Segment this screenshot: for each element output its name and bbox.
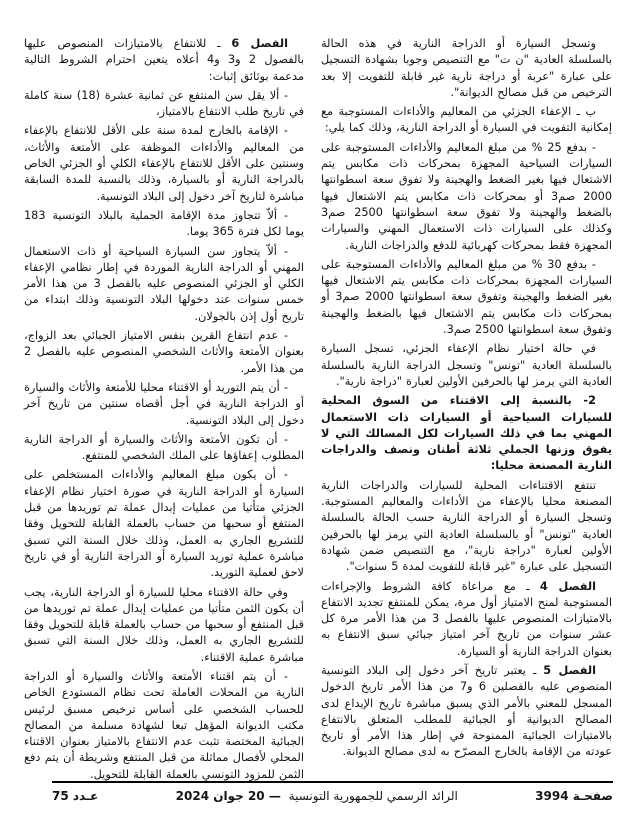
paragraph <box>24 380 304 429</box>
paragraph <box>24 208 304 241</box>
paragraph-text: - أن يكون مبلغ المعاليم والأداءات المستخلص على السيارة أو الدراجة النارية في صورة اختيار نظام الإعفاء الجزئي متأتيا من عمليات إبدال عملة تم توريدها من قبل المنتفع أو سحبها من حساب بالعملة القابلة للتحويل وفقا للتشريع الجاري به العمل، وذلك خلال السنة التي تسبق مباشرة عملية توريد السيارة أو الدراجة النارية أو في تاريخ لاحق لعملية التوريد. <box>24 468 304 580</box>
paragraph-text: - ألاّ يتجاوز سن السيارة السياحية أو ذات الاستعمال المهني أو الدراجة النارية الموردة في إطار نظامي الإعفاء الكلي أو الجزئي المنصوص عليه بالفصل 3 من هذا الأمر خمس سنوات عند دخولها البلاد التونسية وذلك ابتداء من تاريخ أول إذن بالجولان. <box>24 244 304 323</box>
paragraph <box>24 244 304 325</box>
paragraph-text: - أن يتم التوريد أو الاقتناء محليا للأمتعة والأثاث والسيارة أو الدراجة النارية في أجل أقصاه سنتين من تاريخ آخر دخول إلى البلاد التونسية. <box>24 380 304 427</box>
page-footer <box>52 781 613 803</box>
journal-title: الرائد الرسمي للجمهورية التونسية <box>288 789 458 803</box>
paragraph <box>24 432 304 465</box>
paragraph-text: 2- بالنسبة إلى الاقتناء من السوق المحلية للسيارات السياحية أو السيارات ذات الاستعمال المهني بما في ذلك السيارات لكل المسالك التي لا يفوق وزنها الجملي ثلاثة أطنان ونصف والدراجات النارية المصنعة محليا: <box>321 394 612 473</box>
section-heading <box>321 393 612 474</box>
paragraph <box>24 669 304 783</box>
paragraph-text: وفي حالة الاقتناء محليا للسيارة أو الدراجة النارية، يجب أن يكون الثمن متأتيا من عمليات إبدال عملة تم توريدها من قبل المنتفع أو سحبها من حساب بالعملة قابلة للتحويل وفقا للتشريع الجاري به العمل، وذلك خلال السنة التي تسبق مباشرة عملية الاقتناء. <box>24 585 304 664</box>
paragraph-text: ـ للانتفاع بالامتيازات المنصوص عليها بالفصول 2 و3 و4 أعلاه يتعين احترام الشروط التالية مدعمة بوثائق إثبات: <box>24 37 304 83</box>
paragraph <box>321 257 612 338</box>
paragraph-text: تنتفع الاقتناءات المحلية للسيارات والدراجات النارية المصنعة محليا بالإعفاء من الأداءات والمعاليم المستوجبة. وتسجل السيارة أو الدراجة النارية حسب الحالة بالسلسلة العادية "تونس" أو بالسلسلة العادية التي يرمز لها بالحرفين الأولين لعبارة "دراجة نارية"، مع التنصيص ضمن شهادة التسجيل على عبارة "غير قابلة للتفويت لمدة 5 سنوات". <box>321 478 612 574</box>
paragraph-text: - بدفع 30 % من مبلغ المعاليم والأداءات المستوجبة على السيارات المجهزة بمحركات ذات مكابس يتم الاشتعال فيها بغير الضغط والهجينة وتفوق سعة اسطوانتها 2000 صم3 أو بمحركات ذات مكابس يتم الاشتعال فيها بالضغط والهجينة وتفوق سعة اسطوانتها 2500 صم3. <box>321 257 612 337</box>
issue-date: — 20 جوان 2024 <box>175 789 281 803</box>
paragraph-text: - أن تكون الأمتعة والأثاث والسيارة أو الدراجة النارية المطلوب إعفاؤها على الملك الشخصي للمنتفع. <box>24 432 304 463</box>
paragraph <box>321 341 612 390</box>
paragraph-text: - ألا يقل سن المنتفع عن ثمانية عشرة (18) سنة كاملة في تاريخ طلب الانتفاع بالامتياز، <box>24 88 304 119</box>
paragraph <box>24 328 304 377</box>
paragraph-text: في حالة اختيار نظام الإعفاء الجزئي، تسجل السيارة بالسلسلة العادية "تونس" وتسجل الدراجة النارية بالسلسلة العادية التي يرمز لها بالحرفين الأولين لعبارة "دراجة نارية". <box>321 342 612 388</box>
column-right <box>321 36 612 764</box>
paragraph <box>321 36 612 101</box>
paragraph-text: ب ـ الإعفاء الجزئي من المعاليم والأداءات المستوجبة مع إمكانية التفويت في السيارة أو الدراجة النارية، وذلك كما يلي: <box>321 105 612 135</box>
paragraph-text: - أن يتم اقتناء الأمتعة والأثاث والسيارة أو الدراجة النارية من المحلات العاملة تحت نظام المستودع الخاص للحساب الشخصي على أساس ترخيص مسبق لرئيس مكتب الديوانة المؤهل تبعا لشهادة مسلمة من المصالح الجبائية المختصة تثبت عدم الانتفاع بالامتياز بعنوان الاقتناء المحلي لأفصال مماثلة من قبل المنتفع وشريطة أن يتم دفع الثمن للمزود التونسي بالعملة القابلة للتحويل. <box>24 669 304 781</box>
paragraph <box>321 140 612 254</box>
paragraph-text: ـ يعتبر تاريخ آخر دخول إلى البلاد التونسية المنصوص عليه بالفصلين 6 و7 من هذا الأمر تاريخ الدخول المسجل للمعني بالأمر الذي يسبق مباشرة تاريخ الإيداع لدى المصالح الديوانية أو الجبائية للمطلب المتعلق بالانتفاع بالامتيازات الجبائية الممنوحة في إطار هذا الأمر أو تاريخ عودته من الإقامة بالخارج المصرّح به لدى مصالح الديوانة. <box>321 663 613 759</box>
paragraph <box>24 467 304 581</box>
paragraph <box>24 123 304 204</box>
journal-masthead <box>174 789 460 803</box>
paragraph-text: - ألاّ تتجاوز مدة الإقامة الجملية بالبلاد التونسية 183 يوما لكل فترة 365 يوما. <box>24 208 304 239</box>
paragraph-text: - بدفع 25 % من مبلغ المعاليم والأداءات المستوجبة على السيارات السياحية المجهزة بمحركات ذات مكابس يتم الاشتعال فيها بغير الضغط والهجينة ولا تفوق سعة اسطوانتها 2000 صم3 أو بمحركات ذات مكابس يتم الاشتعال فيها بالضغط والهجينة ولا تفوق سعة اسطوانتها 2500 صم3 وكذلك على السيارات ذات الاستعمال المهني والسيارات المجهزة فقط بمحركات كهربائية للدفع والدراجات النارية. <box>321 140 613 252</box>
paragraph-text: وتسجل السيارة أو الدراجة النارية في هذه الحالة بالسلسلة العادية "ن ت" مع التنصيص وجوبا بشهادة التسجيل على عبارة "عربة أو دراجة نارية غير قابلة للتفويت إلا بعد الترخيص من قبل مصالح الديوانة". <box>321 37 612 99</box>
paragraph <box>321 104 612 137</box>
issue-number: عـدد 75 <box>52 789 99 803</box>
article-lead: الفصل 4 <box>539 579 596 593</box>
paragraph <box>24 585 304 666</box>
paragraph <box>321 478 612 576</box>
article-paragraph <box>24 36 304 85</box>
column-left <box>24 36 304 786</box>
paragraph <box>24 88 304 121</box>
article-lead: الفصل 6 <box>231 37 288 50</box>
article-paragraph <box>321 579 612 660</box>
paragraph-text: - عدم انتفاع القرين بنفس الامتياز الجبائي بعد الزواج، بعنوان الأمتعة والأثاث الشخصي المنصوص عليه بالفصل 2 من هذا الأمر. <box>24 329 304 375</box>
paragraph-text: - الإقامة بالخارج لمدة سنة على الأقل للانتفاع بالإعفاء من المعاليم والأداءات الموظفة على الأمتعة والأثاث، وسنتين على الأقل للانتفاع بالإعفاء الكلي أو الجزئي الخاص بالدراجة النارية أو بالسيارة، وذلك بالنسبة للمدة السابقة مباشرة لتاريخ آخر دخول إلى البلاد التونسية. <box>24 124 304 203</box>
article-lead: الفصل 5 <box>543 663 596 677</box>
article-paragraph <box>321 663 612 761</box>
page-number: صفحـة 3994 <box>535 789 613 803</box>
paragraph-text: ـ مع مراعاة كافة الشروط والإجراءات المستوجبة لمنح الامتياز أول مرة، يمكن للمنتفع تجديد الانتفاع بالامتيازات المنصوص عليها بالفصل 3 من هذا الأمر مرة كل عشر سنوات من تاريخ آخر امتياز جبائي سبق الانتفاع به بعنوان الدراجة النارية أو السيارة. <box>321 579 612 658</box>
